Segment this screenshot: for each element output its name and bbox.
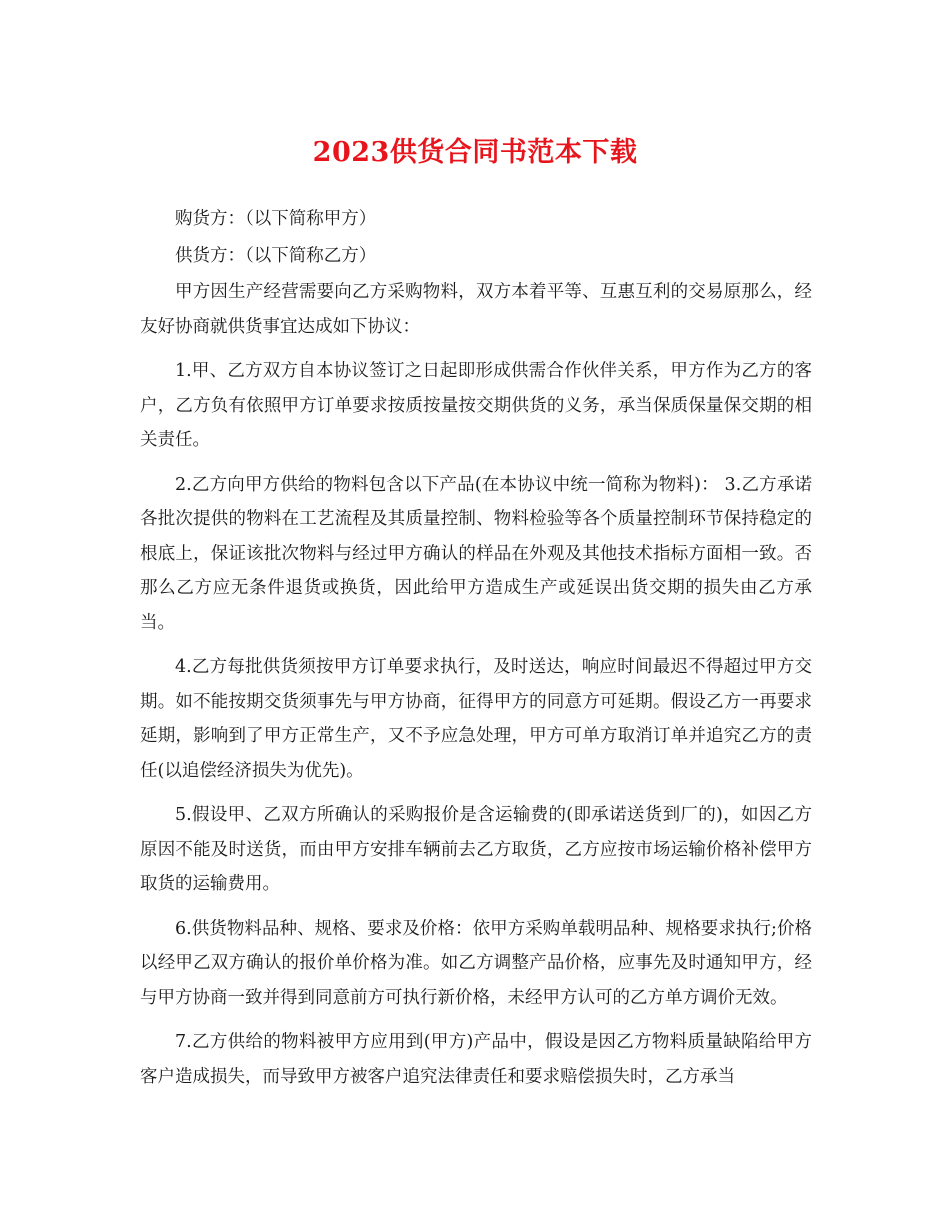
paragraph-clause-5: 5.假设甲、乙双方所确认的采购报价是含运输费的(即承诺送货到厂的)，如因乙方原因不能及时送货，而由甲方安排车辆前去乙方取货，乙方应按市场运输价格补偿甲方取货的运输费用。 bbox=[140, 805, 812, 894]
paragraph-clause-4: 4.乙方每批供货须按甲方订单要求执行，及时送达，响应时间最迟不得超过甲方交期。如不能按期交货须事先与甲方协商，征得甲方的同意方可延期。假设乙方一再要求延期，影响到了甲方正常生产，又不予应急处理，甲方可单方取消订单并追究乙方的责任(以追偿经济损失为优先)。 bbox=[140, 657, 812, 781]
document-body bbox=[140, 202, 812, 1094]
paragraph-buyer: 购货方：（以下简称甲方） bbox=[175, 209, 377, 229]
paragraph-clause-7: 7.乙方供给的物料被甲方应用到(甲方)产品中，假设是因乙方物料质量缺陷给甲方客户造成损失，而导致甲方被客户追究法律责任和要求赔偿损失时，乙方承当 bbox=[140, 1032, 812, 1087]
paragraph-clause-2-3: 2.乙方向甲方供给的物料包含以下产品(在本协议中统一简称为物料)： 3.乙方承诺各批次提供的物料在工艺流程及其质量控制、物料检验等各个质量控制环节保持稳定的根底上，保证该批次物料与经过甲方确认的样品在外观及其他技术指标方面相一致。否那么乙方应无条件退货或换货，因此给甲方造成生产或延误出货交期的损失由乙方承当。 bbox=[140, 474, 812, 633]
paragraph-supplier: 供货方：（以下简称乙方） bbox=[175, 245, 377, 266]
paragraph-clause-6: 6.供货物料品种、规格、要求及价格：依甲方采购单载明品种、规格要求执行;价格以经甲乙双方确认的报价单价格为准。如乙方调整产品价格，应事先及时通知甲方，经与甲方协商一致并得到同意前方可执行新价格，未经甲方认可的乙方单方调价无效。 bbox=[140, 918, 812, 1008]
paragraph-clause-1: 1.甲、乙方双方自本协议签订之日起即形成供需合作伙伴关系，甲方作为乙方的客户，乙方负有依照甲方订单要求按质按量按交期供货的义务，承当保质保量保交期的相关责任。 bbox=[140, 361, 812, 450]
paragraph-intro: 甲方因生产经营需要向乙方采购物料，双方本着平等、互惠互利的交易原那么，经友好协商就供货事宜达成如下协议： bbox=[140, 282, 812, 337]
document-title: 2023供货合同书范本下载 bbox=[312, 137, 638, 168]
